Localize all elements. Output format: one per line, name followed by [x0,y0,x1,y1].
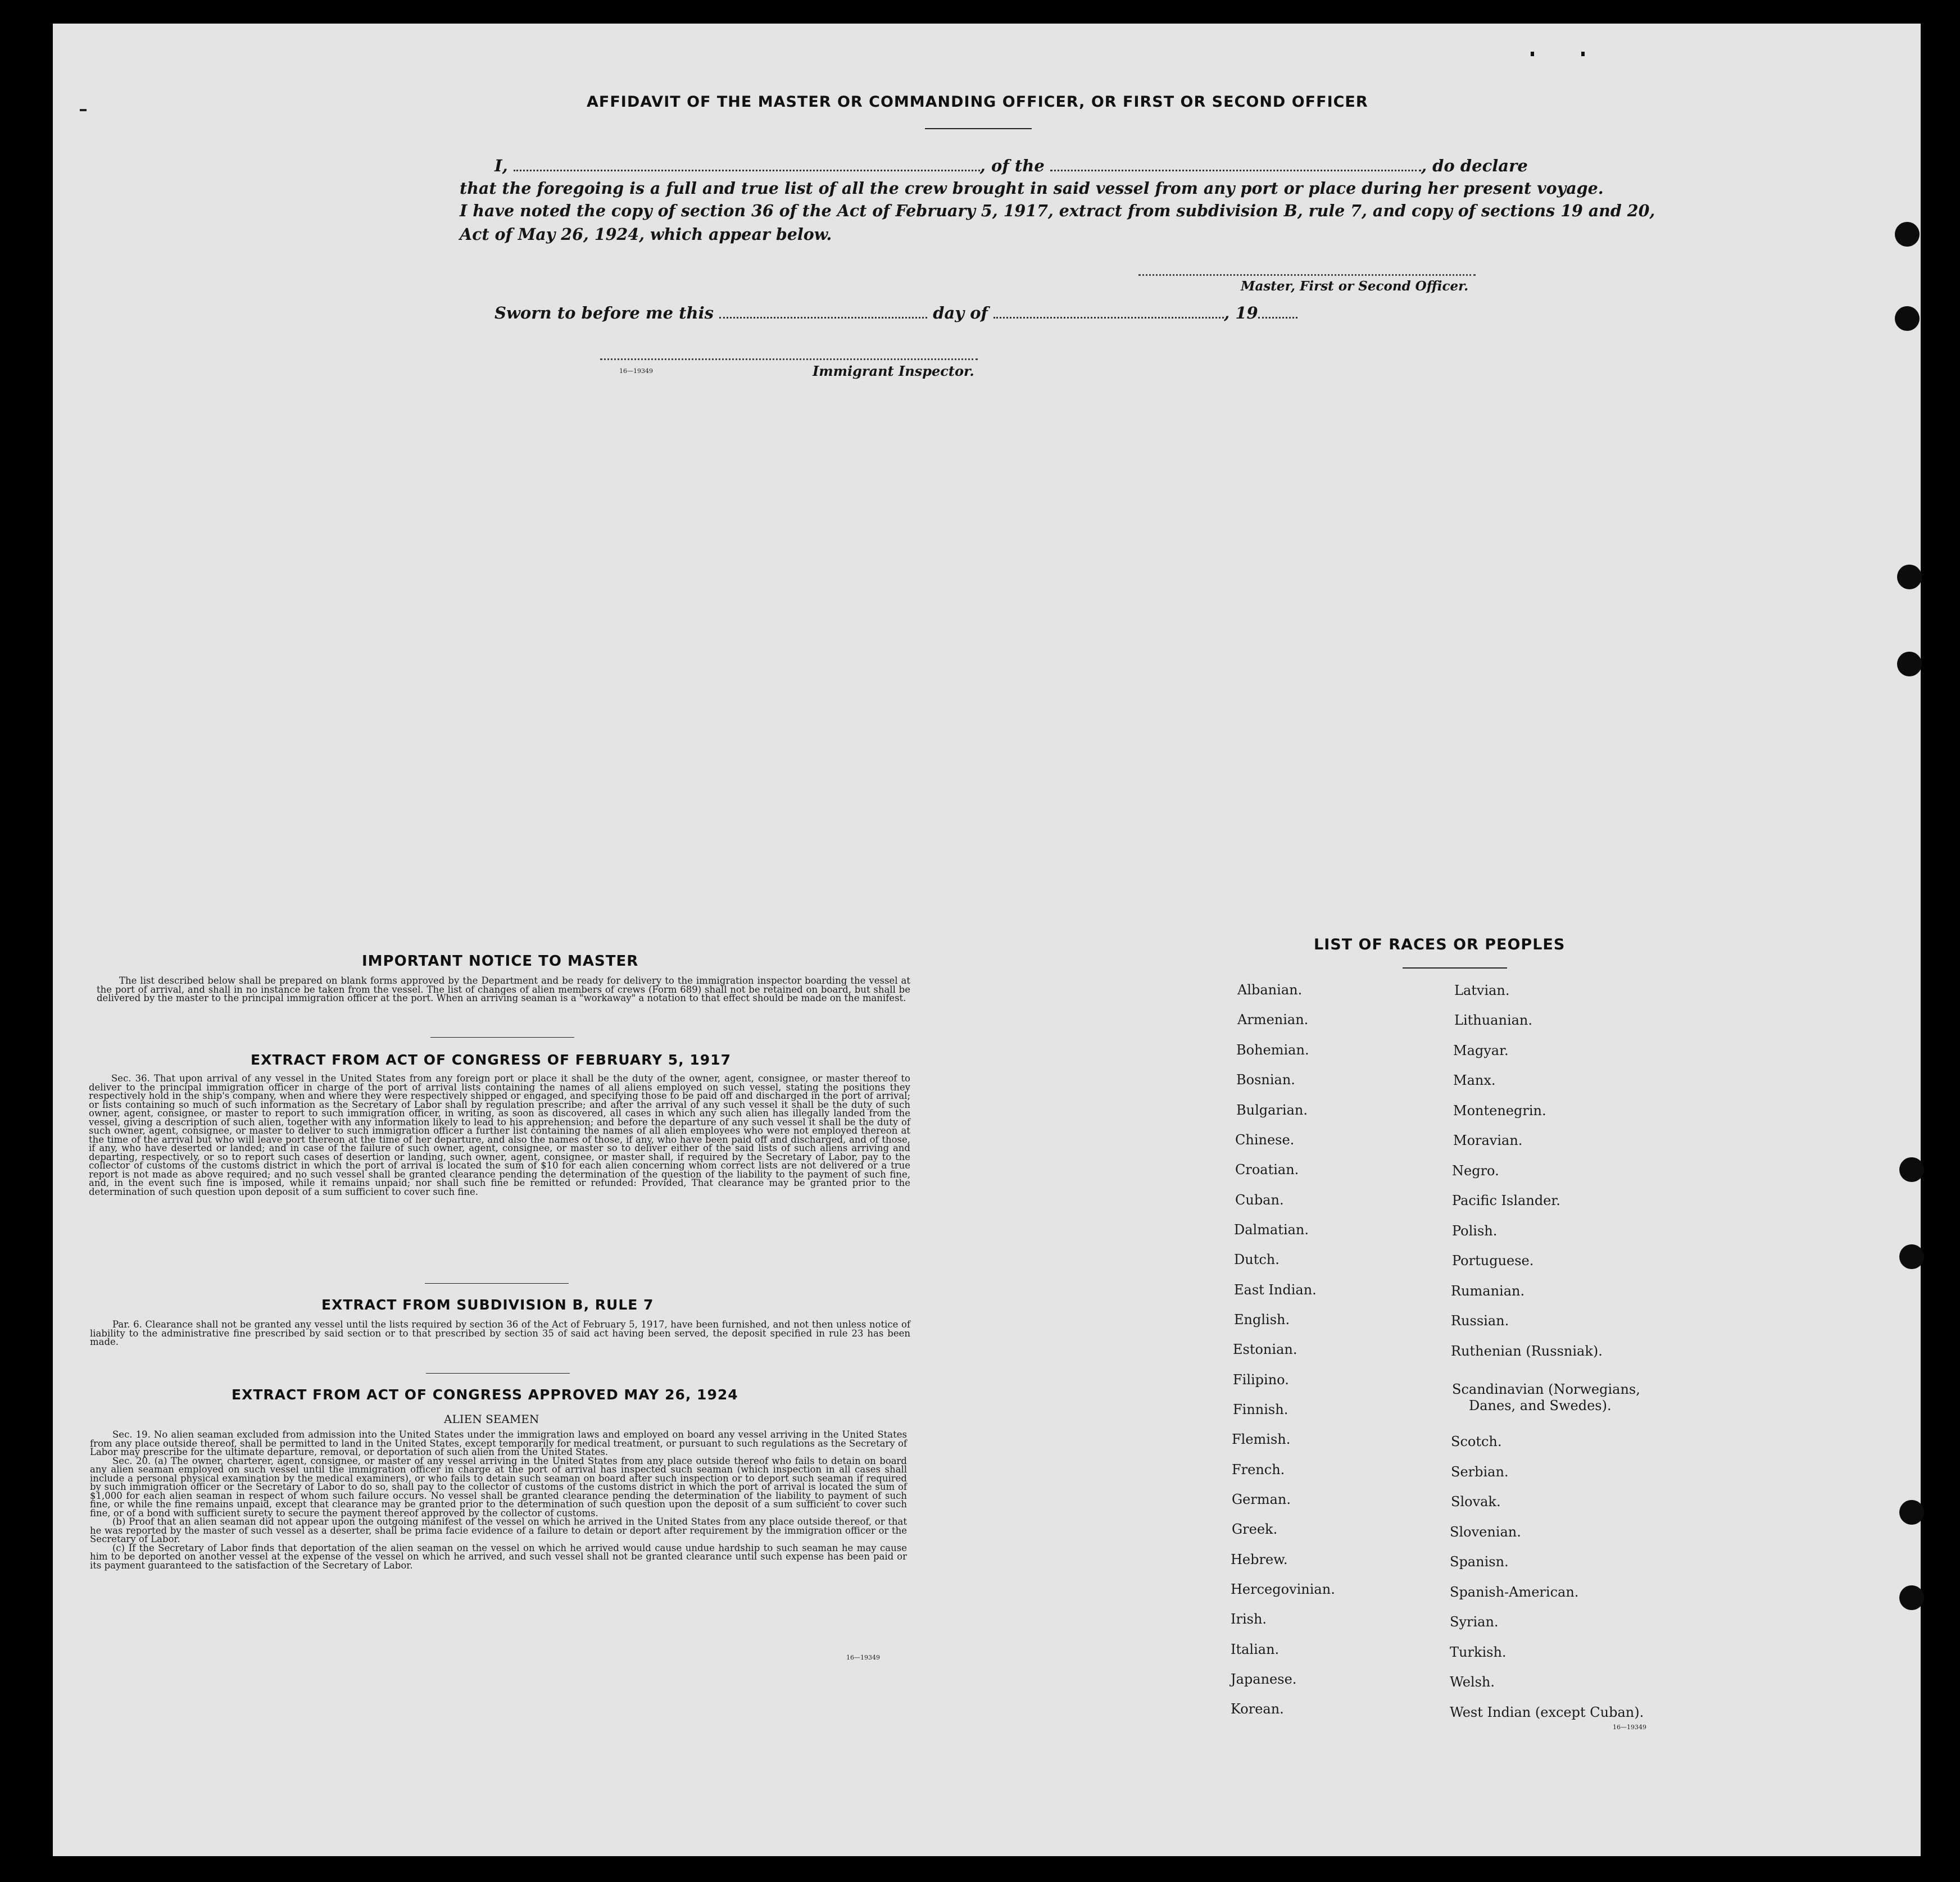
sworn-line [494,303,1297,322]
section-20b-text: (b) Proof that an alien seaman did not appear upon the outgoing manifest of the vessel on which he arrived in the United States from any place outside thereof, or that he was reported by the master of such vessel as a deserter, shall be prima facie evidence of a failure to detain or deport after requirement by the immigration officer or the Secretary of Labor. [90,1516,907,1544]
form-number: 16—19349 [1613,1724,1646,1731]
extract-1917-body [89,1074,910,1196]
race-item: Finnish. [1233,1402,1288,1417]
race-item: Cuban. [1235,1192,1284,1208]
race-item: Welsh. [1450,1674,1495,1690]
scan-mark [1581,52,1585,56]
year-prefix: , 19 [1224,303,1258,322]
notice-text: The list described below shall be prepared on blank forms approved by the Department and be ready for delivery to the immigration inspector boarding the vessel at the port of arrival, and shall in no instance be taken from the vessel. The list of changes of alien members of crews (Form 689) shall not be retained on board, but shall be delivered by the master to the principal immigration officer at the port. When an arriving seaman is a "workaway" a notation to that effect should be made on the manifest. [97,976,910,1003]
race-item: Magyar. [1453,1043,1509,1058]
do-declare-text: , do declare [1421,156,1528,175]
race-item: Moravian. [1453,1133,1523,1148]
race-item: Flemish. [1232,1431,1291,1447]
race-item: Chinese. [1235,1132,1295,1148]
document-page [53,24,1921,1856]
punch-hole [1897,565,1922,589]
extract-1924-title: EXTRACT FROM ACT OF CONGRESS APPROVED MAY 26, 1924 [232,1387,738,1403]
section-19-text: Sec. 19. No alien seaman excluded from admission into the United States under the immigration laws and employed on board any vessel arriving in the United States from any place outside thereof, shall be permitted to land in the United States, except temporarily for medical treatment, or pursuant to such regulations as the Secretary of Labor may prescribe for the ultimate departure, removal, or deportation of such alien from the United States. [90,1429,907,1457]
race-item: Hebrew. [1231,1552,1288,1567]
race-item: Greek. [1232,1521,1278,1537]
race-item: Croatian. [1235,1162,1299,1178]
declarant-prefix: I, [494,156,508,175]
race-item: Japanese. [1231,1671,1297,1687]
scan-border-left [0,0,53,1882]
signature-label: Master, First or Second Officer. [1241,279,1469,294]
notice-body [97,976,910,1010]
punch-hole [1899,1157,1924,1182]
extract-1924-body [90,1430,907,1570]
day-of-text: day of [933,303,988,322]
race-item: Armenian. [1237,1012,1309,1028]
race-item: Spanish-American. [1450,1584,1579,1600]
extract-1917-title: EXTRACT FROM ACT OF CONGRESS OF FEBRUARY 5, 1917 [251,1052,731,1068]
race-item: Syrian. [1450,1614,1499,1630]
affidavit-line-1 [494,156,1528,175]
paragraph-6-text: Par. 6. Clearance shall not be granted any vessel until the lists required by section 36 of the Act of February 5, 1917, have been furnished, and not then unless notice of liability to the administrative fine prescribed by said section or to that prescribed by section 35 of said act having been served, the deposit specified in rule 23 has been made. [90,1319,910,1347]
declarant-name-blank[interactable] [514,160,980,171]
punch-hole [1895,222,1920,247]
race-item: Rumanian. [1451,1283,1525,1299]
sworn-day-blank[interactable] [719,307,927,319]
race-item: English. [1234,1312,1290,1328]
sworn-month-blank[interactable] [993,307,1224,319]
race-item: Spanisn. [1450,1554,1509,1570]
races-title: LIST OF RACES OR PEOPLES [1314,936,1566,953]
section-divider [426,1373,570,1374]
punch-hole [1899,1500,1924,1525]
punch-hole [1895,306,1920,331]
race-item: Irish. [1231,1611,1267,1627]
race-item: Albanian. [1237,982,1303,998]
rule-7-title: EXTRACT FROM SUBDIVISION B, RULE 7 [321,1297,654,1313]
race-item: Hercegovinian. [1231,1581,1335,1597]
race-item: Bosnian. [1236,1072,1295,1088]
affidavit-line-4: Act of May 26, 1924, which appear below. [460,225,832,244]
race-item: Serbian. [1451,1464,1509,1480]
race-item: East Indian. [1234,1282,1317,1298]
race-item: Bohemian. [1236,1042,1309,1058]
section-divider [430,1037,574,1038]
race-item: Dalmatian. [1234,1222,1309,1238]
race-item: Slovenian. [1450,1524,1521,1540]
race-item: West Indian (except Cuban). [1450,1704,1644,1720]
race-item: Dutch. [1234,1252,1280,1267]
sworn-year-blank[interactable] [1258,307,1297,319]
race-item: French. [1232,1462,1285,1478]
inspector-signature-line[interactable] [600,358,978,360]
punch-hole [1899,1244,1924,1269]
race-item: Russian. [1451,1313,1509,1329]
race-item: Negro. [1452,1163,1499,1179]
race-item: Turkish. [1450,1644,1507,1660]
section-36-text: Sec. 36. That upon arrival of any vessel in the United States from any foreign port or place it shall be the duty of the owner, agent, consignee, or master thereof to deliver to the principal immigration officer in charge of the port of arrival lists containing the names of all aliens employed on such vessel, stating the positions they respectively hold in the ship's company, when and where they were respectively shipped or engaged, and specifying those to be paid off and discharged in the port of arrival; or lists containing so much of such information as the Secretary of Labor shall by regulation prescribe; and after the arrival of any such vessel it shall be the duty of such owner, agent, consignee, or master to report to such immigration officer, in writing, as soon as discovered, all cases in which any such alien has illegally landed from the vessel, giving a description of such alien, together with any information likely to lead to his apprehension; and before the departure of any such vessel it shall be the duty of such owner, agent, consignee, or master to deliver to such immigration officer a further list containing the names of all alien employees who were not employed thereon at the time of the arrival but who will leave port thereon at the time of her departure, and also the names of those, if any, who have been paid off and discharged, and of those, if any, who have deserted or landed; and in case of the failure of such owner, agent, consignee, or master so to deliver either of the said lists of such aliens arriving and departing, respectively, or so to report such cases of desertion or landing, such owner, agent, consignee, or master shall, if required by the Secretary of Labor, pay to the collector of customs of the customs district in which the port of arrival is located the sum of $10 for each alien concerning whom correct lists are not delivered or a true report is not made as above required; and no such vessel shall be granted clearance pending the determination of the question of the liability to the payment of such fine, and, in the event such fine is imposed, while it remains unpaid; nor shall such fine be remitted or refunded: Provided, That clearance may be granted prior to the determination of such question upon deposit of a sum sufficient to cover such fine. [89,1073,910,1197]
section-20c-text: (c) If the Secretary of Labor finds that deportation of the alien seaman on the vessel on which he arrived would cause undue hardship to such seaman he may cause him to be deported on another vessel at the expense of the vessel on which he arrived, and such vessel shall not be granted clearance until such expense has been paid or its payment guaranteed to the satisfaction of the Secretary of Labor. [90,1542,907,1571]
affidavit-title: AFFIDAVIT OF THE MASTER OR COMMANDING OFFICER, OR FIRST OR SECOND OFFICER [587,93,1368,111]
race-item: Danes, and Swedes). [1469,1398,1612,1413]
affidavit-line-2: that the foregoing is a full and true list of all the crew brought in said vessel from any port or place during her present voyage. [460,179,1604,198]
form-number: 16—19349 [846,1654,880,1661]
race-item: Slovak. [1451,1494,1501,1510]
title-divider [925,128,1032,129]
race-item: German. [1232,1492,1291,1507]
of-the-text: , of the [979,156,1045,175]
inspector-label: Immigrant Inspector. [813,363,974,379]
scan-mark [80,109,87,111]
signature-line[interactable] [1138,274,1476,276]
race-item: Scandinavian (Norwegians, [1452,1381,1640,1397]
punch-hole [1897,652,1922,676]
race-item: Korean. [1231,1701,1284,1717]
race-item: Ruthenian (Russniak). [1451,1343,1603,1359]
punch-hole [1899,1585,1924,1610]
race-item: Italian. [1231,1642,1280,1657]
alien-seamen-subtitle: ALIEN SEAMEN [444,1412,539,1426]
form-number: 16—19349 [619,367,653,375]
race-item: Latvian. [1454,983,1510,998]
race-item: Polish. [1452,1223,1498,1239]
sworn-prefix: Sworn to before me this [494,303,714,322]
race-item: Montenegrin. [1453,1103,1546,1119]
notice-title: IMPORTANT NOTICE TO MASTER [362,953,639,970]
race-item: Bulgarian. [1236,1102,1308,1118]
title-divider [1403,967,1507,969]
race-item: Lithuanian. [1454,1012,1533,1028]
race-item: Manx. [1453,1072,1496,1088]
vessel-name-blank[interactable] [1050,160,1421,171]
section-divider [425,1283,569,1284]
section-20a-text: Sec. 20. (a) The owner, charterer, agent, consignee, or master of any vessel arriving in the United States from any place outside thereof who fails to detain on board any alien seaman employed on such vessel until the immigration officer in charge at the port of arrival has inspected such seaman (which inspection in all cases shall include a personal physical examination by the medical examiners), or who fails to detain such seaman on board after such inspection or to deport such seaman if required by such immigration officer or the Secretary of Labor to do so, shall pay to the collector of customs of the customs district in which the port of arrival is located the sum of $1,000 for each alien seaman in respect of whom such failure occurs. No vessel shall be granted clearance pending the determination of the liability to payment of such fine, or while the fine remains unpaid, except that clearance may be granted prior to the determination of such question upon the deposit of a sum sufficient to cover such fine, or of a bond with sufficient surety to secure the payment thereof approved by the collector of customs. [90,1455,907,1519]
race-item: Pacific Islander. [1452,1193,1560,1208]
race-item: Filipino. [1233,1372,1289,1388]
race-item: Estonian. [1233,1342,1297,1357]
scan-mark [1531,52,1534,56]
race-item: Portuguese. [1452,1253,1534,1269]
affidavit-line-3: I have noted the copy of section 36 of the Act of February 5, 1917, extract from subdivision B, rule 7, and copy of sections 19 and 20, [460,201,1655,220]
race-item: Scotch. [1451,1434,1502,1449]
rule-7-body [90,1320,910,1347]
